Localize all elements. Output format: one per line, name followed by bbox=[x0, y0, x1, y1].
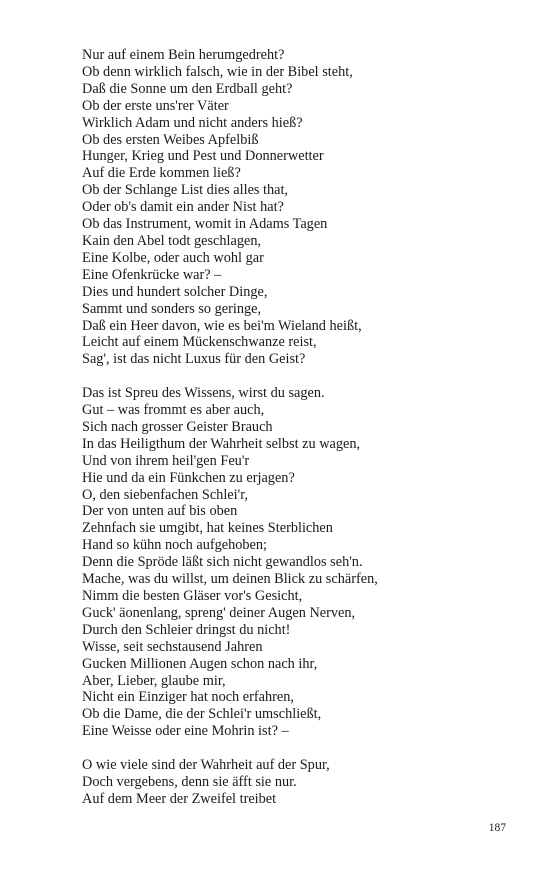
poem-line: Gucken Millionen Augen schon nach ihr, bbox=[82, 655, 318, 672]
stanza bbox=[82, 385, 522, 740]
poem-line: Ob denn wirklich falsch, wie in der Bibel steht, bbox=[82, 63, 353, 80]
poem-line: Nicht ein Einziger hat noch erfahren, bbox=[82, 689, 294, 706]
poem-line: Eine Ofenkrücke war? – bbox=[82, 266, 222, 283]
poem-line: Dies und hundert solcher Dinge, bbox=[82, 283, 268, 300]
poem-line: Doch vergebens, denn sie äfft sie nur. bbox=[82, 773, 297, 790]
poem-line: Denn die Spröde läßt sich nicht gewandlos seh'n. bbox=[82, 554, 363, 571]
poem-line: Ob das Instrument, womit in Adams Tagen bbox=[82, 216, 328, 233]
poem-line: Zehnfach sie umgibt, hat keines Sterblichen bbox=[82, 520, 333, 537]
poem-line: Durch den Schleier dringst du nicht! bbox=[82, 621, 291, 638]
poem-line: Das ist Spreu des Wissens, wirst du sagen. bbox=[82, 385, 325, 402]
poem-line: Nimm die besten Gläser vor's Gesicht, bbox=[82, 587, 303, 604]
poem-line: Ob des ersten Weibes Apfelbiß bbox=[82, 131, 259, 148]
poem-line: Eine Weisse oder eine Mohrin ist? – bbox=[82, 723, 289, 740]
poem-line: O, den siebenfachen Schlei'r, bbox=[82, 486, 248, 503]
poem-line: Daß die Sonne um den Erdball geht? bbox=[82, 80, 293, 97]
poem-line: Und von ihrem heil'gen Feu'r bbox=[82, 452, 250, 469]
poem-line: Ob die Dame, die der Schlei'r umschließt, bbox=[82, 706, 322, 723]
poem-line: Oder ob's damit ein ander Nist hat? bbox=[82, 199, 284, 216]
poem-line: Hand so kühn noch aufgehoben; bbox=[82, 537, 268, 554]
poem-line: Auf dem Meer der Zweifel treibet bbox=[82, 790, 277, 807]
poem-line: Eine Kolbe, oder auch wohl gar bbox=[82, 249, 264, 266]
poem-line: Sammt und sonders so geringe, bbox=[82, 300, 262, 317]
poem-line: Leicht auf einem Mückenschwanze reist, bbox=[82, 334, 317, 351]
page-number: 187 bbox=[488, 822, 506, 834]
poem-line: Gut – was frommt es aber auch, bbox=[82, 402, 265, 419]
stanza bbox=[82, 757, 522, 808]
poem-line: Der von unten auf bis oben bbox=[82, 503, 238, 520]
poem-line: Ob der Schlange List dies alles that, bbox=[82, 182, 289, 199]
poem-text bbox=[82, 47, 522, 808]
poem-line: Sich nach grosser Geister Brauch bbox=[82, 418, 273, 435]
poem-line: Nur auf einem Bein herumgedreht? bbox=[82, 47, 285, 63]
poem-line: Wirklich Adam und nicht anders hieß? bbox=[82, 114, 303, 131]
poem-line: Daß ein Heer davon, wie es bei'm Wieland heißt, bbox=[82, 317, 362, 334]
poem-line: Ob der erste uns'rer Väter bbox=[82, 97, 229, 114]
poem-line: In das Heiligthum der Wahrheit selbst zu wagen, bbox=[82, 435, 361, 452]
poem-line: Kain den Abel todt geschlagen, bbox=[82, 232, 262, 249]
poem-line: Sag', ist das nicht Luxus für den Geist? bbox=[82, 351, 306, 368]
poem-line: Wisse, seit sechstausend Jahren bbox=[82, 638, 263, 655]
poem-line: Guck' äonenlang, spreng' deiner Augen Nerven, bbox=[82, 604, 356, 621]
stanza bbox=[82, 47, 522, 368]
poem-line: O wie viele sind der Wahrheit auf der Spur, bbox=[82, 757, 330, 774]
poem-line: Aber, Lieber, glaube mir, bbox=[82, 672, 226, 689]
poem-line: Auf die Erde kommen ließ? bbox=[82, 165, 241, 182]
poem-line: Hunger, Krieg und Pest und Donnerwetter bbox=[82, 148, 324, 165]
poem-line: Hie und da ein Fünkchen zu erjagen? bbox=[82, 469, 295, 486]
poem-line: Mache, was du willst, um deinen Blick zu schärfen, bbox=[82, 571, 378, 588]
